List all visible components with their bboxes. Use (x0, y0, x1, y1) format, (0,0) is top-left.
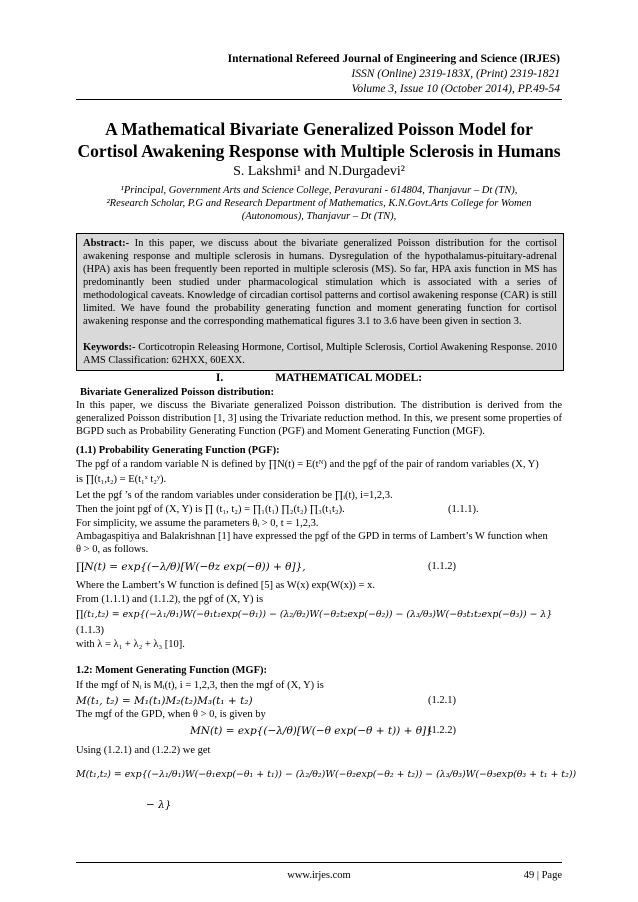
equation-113: ∏(t₁,t₂) = exp{(−λ₁/θ₁)W(−θ₁t₁exp(−θ₁)) − (λ₂/θ₂)W(−θ₂t₂exp(−θ₂)) − (λ₃/θ₃)W(−θ₃t₁t₂exp(−θ₃)) − λ} (76, 609, 553, 620)
pgf-line-7: θ > 0, as follows. (76, 544, 149, 555)
header-rule (76, 99, 562, 100)
section-title: MATHEMATICAL MODEL: (275, 372, 423, 384)
pgf-line-10: with λ = λ₁ + λ₂ + λ₃ [10]. (76, 639, 185, 650)
eq-number-122: (1.2.2) (428, 725, 456, 736)
mgf-line-1: If the mgf of Nᵢ is Mᵢ(t), i = 1,2,3, then the mgf of (X, Y) is (76, 680, 324, 691)
keywords-text: Corticotropin Releasing Hormone, Cortisol, Multiple Sclerosis, Cortiol Awakening Response. 2010 AMS Classification: 62HXX, 60EXX. (83, 342, 557, 366)
footer-url[interactable]: www.irjes.com (287, 870, 351, 881)
mgf-line-3: Using (1.2.1) and (1.2.2) we get (76, 745, 211, 756)
pgf-line-9: From (1.1.1) and (1.1.2), the pgf of (X, Y) is (76, 594, 264, 605)
section-heading (76, 372, 562, 384)
journal-name: International Refereed Journal of Engineering and Science (IRJES) (227, 53, 560, 65)
abstract-box (76, 233, 564, 371)
pgf-heading: (1.1) Probability Generating Function (PGF): (76, 445, 280, 456)
eq-number-113: (1.1.3) (76, 625, 104, 636)
pgf-line-4-text: Then the joint pgf of (X, Y) is ∏ (t₁, t₂) = ∏₁(t₁) ∏₂(t₂) ∏₃(t₁t₂). (76, 504, 345, 515)
authors: S. Lakshmi¹ and N.Durgadevi² (233, 164, 405, 179)
pgf-line-4 (76, 503, 562, 516)
pgf-line-8: Where the Lambert’s W function is defined [5] as W(x) exp(W(x)) = x. (76, 580, 375, 591)
equation-121 (76, 694, 562, 708)
equation-123-end: − λ} (146, 799, 172, 811)
page-number: 49 | Page (523, 870, 562, 881)
eq-number-112: (1.1.2) (428, 561, 456, 572)
abstract-label: Abstract:- (83, 238, 130, 249)
eq-number-121: (1.2.1) (428, 695, 456, 706)
equation-123: M(t₁,t₂) = exp{(−λ₁/θ₁)W(−θ₁exp(−θ₁ + t₁)) − (λ₂/θ₂)W(−θ₂exp(−θ₂ + t₂)) − (λ₃/θ₃)W(−θ₃exp(θ₃ + t₁ + t₂)) (76, 769, 577, 780)
pgf-line-3: Let the pgf ’s of the random variables under consideration be ∏ᵢ(t), i=1,2,3. (76, 490, 393, 501)
paper-title: A Mathematical Bivariate Generalized Poisson Model for Cortisol Awakening Response with Multiple Sclerosis in Humans (77, 119, 561, 161)
eq-number-111: (1.1.1). (448, 504, 479, 515)
pgf-line-1: The pgf of a random variable N is defined by ∏N(t) = E(tᴺ) and the pgf of the pair of random variables (X, Y) (76, 459, 539, 470)
equation-121-text: M(t₁, t₂) = M₁(t₁)M₂(t₂)M₃(t₁ + t₂) (76, 695, 253, 707)
equation-122-text: MN(t) = exp{(−λ/θ)[W(−θ exp(−θ + t)) + θ]} (190, 725, 433, 737)
issn-line: ISSN (Online) 2319-183X, (Print) 2319-1821 (351, 68, 560, 80)
affiliation-1: ¹Principal, Government Arts and Science College, Peravurani - 614804, Thanjavur – Dt (TN), (120, 185, 518, 196)
section-number: I. (215, 372, 224, 384)
pgf-line-5: For simplicity, we assume the parameters θᵢ > 0, t = 1,2,3. (76, 518, 319, 529)
abstract-text: In this paper, we discuss about the bivariate generalized Poisson distribution for the cortisol awakening response and multiple sclerosis in humans. Dysregulation of the hypothalamus-pituitary-adrenal (HPA) axis has been frequently been reported in multiple sclerosis (MS). So far, HPA axis function in MS has predominantly been studied under pharmacological stimulation which is associated with a series of methodological caveats. Knowledge of circadian cortisol patterns and cortisol awakening response (CAR) is still limited. We have found the probability generating function and moment generating function for cortisol awakening response and the corresponding mathematical figures 3.1 to 3.6 have been given in section 3. (83, 238, 557, 327)
affiliation-2: ²Research Scholar, P.G and Research Department of Mathematics, K.N.Govt.Arts College for Women (Autonomous), Thanjavur – Dt (TN), (106, 198, 532, 222)
mgf-heading: 1.2: Moment Generating Function (MGF): (76, 665, 268, 676)
subheading: Bivariate Generalized Poisson distribution: (80, 387, 274, 398)
equation-112-text: ∏N(t) = exp{(−λ/θ)[W(−θz exp(−θ)) + θ]}, (76, 561, 306, 573)
pgf-line-2: is ∏(t₁,t₂) = E(t₁ˣ t₂ʸ). (76, 474, 167, 485)
keywords-label: Keywords:- (83, 342, 136, 353)
mgf-line-2: The mgf of the GPD, when θ > 0, is given by (76, 709, 266, 720)
intro-paragraph: In this paper, we discuss the Bivariate generalized Poisson distribution. The distribution is derived from the generalized Poisson distribution [1, 3] using the Trivariate reduction method. In this, we present some properties of BGPD such as Probability Generating Function (PGF) and Moment Generating Function (MGF). (76, 400, 562, 437)
equation-122 (190, 724, 562, 738)
pgf-line-6: Ambagaspitiya and Balakrishnan [1] have expressed the pgf of the GPD in terms of Lambert’s W function when (76, 531, 548, 542)
footer-rule (76, 862, 562, 863)
volume-line: Volume 3, Issue 10 (October 2014), PP.49-54 (351, 83, 560, 95)
equation-112 (76, 560, 562, 574)
